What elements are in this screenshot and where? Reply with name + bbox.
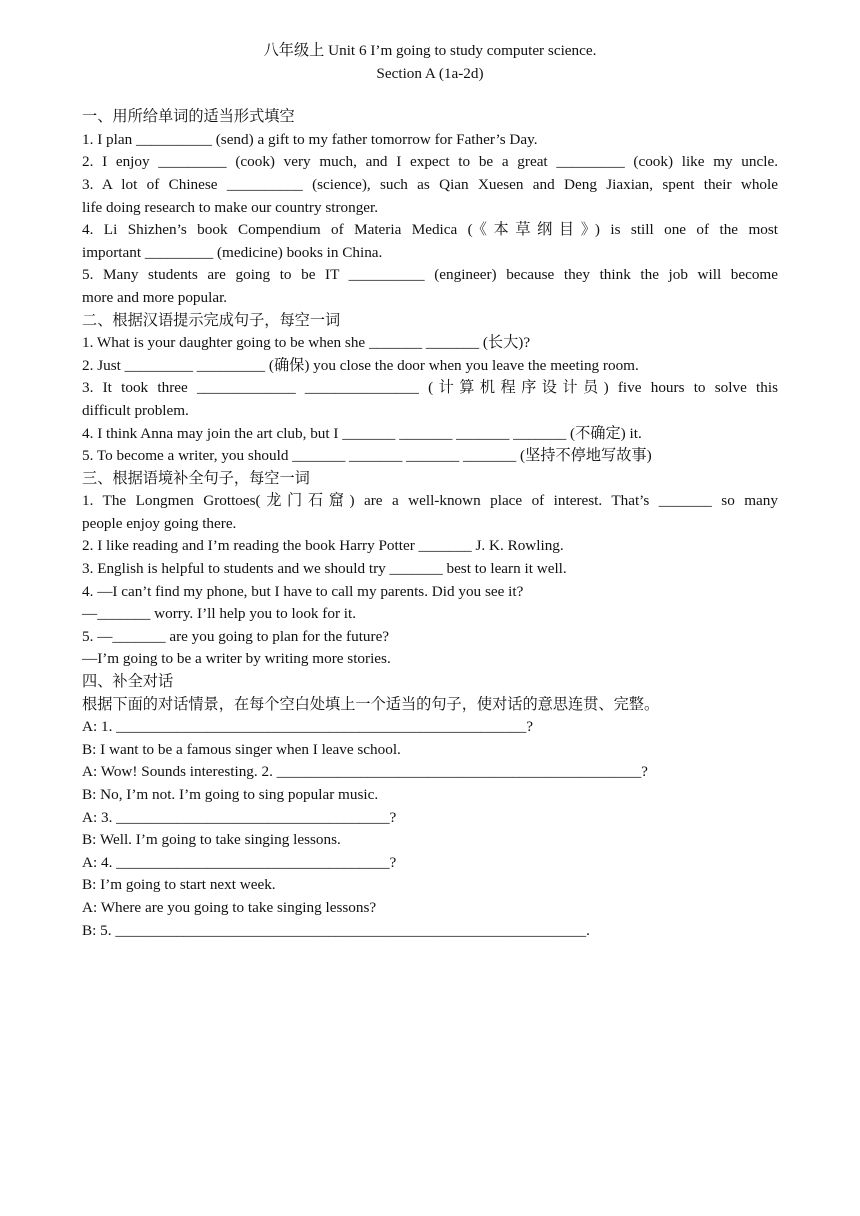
question-line: 4. Li Shizhen’s book Compendium of Materia Medica (《本草纲目》) is still one of the most	[82, 221, 778, 239]
question-line: 1. I plan __________ (send) a gift to my father tomorrow for Father’s Day.	[82, 130, 538, 148]
question-line: 3. A lot of Chinese __________ (science), such as Qian Xuesen and Deng Jiaxian, spent their whole	[82, 175, 778, 193]
question-line: people enjoy going there.	[82, 514, 237, 532]
question-line: —I’m going to be a writer by writing more stories.	[82, 650, 391, 668]
question-line: A: Wow! Sounds interesting. 2. ________________________________________________?	[82, 763, 648, 781]
question-line: more and more popular.	[82, 288, 228, 306]
question-line: important _________ (medicine) books in China.	[82, 243, 383, 261]
question-line: life doing research to make our country stronger.	[82, 198, 379, 216]
worksheet-subtitle: Section A (1a-2d)	[376, 64, 484, 82]
question-line: 根据下面的对话情景，在每个空白处填上一个适当的句子，使对话的意思连贯、完整。	[82, 695, 660, 713]
question-line: difficult problem.	[82, 401, 189, 419]
section-heading: 四、补全对话	[82, 673, 174, 691]
question-line: 1. The Longmen Grottoes(龙门石窟) are a well-known place of interest. That’s _______ so many	[82, 492, 778, 510]
question-line: 4. I think Anna may join the art club, but I _______ _______ _______ _______ (不确定) it.	[82, 424, 642, 442]
question-line: 3. English is helpful to students and we should try _______ best to learn it well.	[82, 560, 567, 578]
question-line: B: I want to be a famous singer when I leave school.	[82, 740, 401, 758]
question-line: 1. What is your daughter going to be when she _______ _______ (长大)?	[82, 334, 531, 352]
exercise-section	[82, 671, 778, 942]
question-line: 2. I enjoy _________ (cook) very much, and I expect to be a great _________ (cook) like my uncle.	[82, 153, 778, 171]
question-line: B: 5. ______________________________________________________________.	[82, 921, 590, 939]
section-heading: 二、根据汉语提示完成句子，每空一词	[82, 311, 341, 329]
exercise-section	[82, 106, 778, 309]
question-line: 5. —_______ are you going to plan for the future?	[82, 627, 390, 645]
question-line: A: 3. ____________________________________?	[82, 808, 397, 826]
question-line: B: I’m going to start next week.	[82, 876, 276, 894]
section-heading: 三、根据语境补全句子，每空一词	[82, 469, 310, 487]
question-line: A: Where are you going to take singing lessons?	[82, 898, 377, 916]
question-line: 5. To become a writer, you should _______ _______ _______ _______ (坚持不停地写故事)	[82, 447, 652, 465]
worksheet-page	[82, 40, 778, 942]
question-line: 3. It took three _____________ _______________ (计算机程序设计员) five hours to solve this	[82, 379, 778, 397]
question-line: B: Well. I’m going to take singing lessons.	[82, 831, 341, 849]
section-heading: 一、用所给单词的适当形式填空	[82, 108, 295, 126]
question-line: —_______ worry. I’ll help you to look for it.	[82, 605, 357, 623]
spacer	[82, 85, 778, 106]
question-line: 2. I like reading and I’m reading the book Harry Potter _______ J. K. Rowling.	[82, 537, 564, 555]
worksheet-title: 八年级上 Unit 6 I’m going to study computer science.	[263, 42, 597, 59]
question-line: 4. —I can’t find my phone, but I have to call my parents. Did you see it?	[82, 582, 524, 600]
exercise-sections	[82, 106, 778, 942]
exercise-section	[82, 468, 778, 671]
question-line: 2. Just _________ _________ (确保) you close the door when you leave the meeting room.	[82, 356, 639, 374]
question-line: A: 1. ______________________________________________________?	[82, 718, 533, 736]
question-line: B: No, I’m not. I’m going to sing popular music.	[82, 786, 379, 803]
question-line: A: 4. ____________________________________?	[82, 853, 397, 871]
exercise-section	[82, 310, 778, 468]
question-line: 5. Many students are going to be IT __________ (engineer) because they think the job will become	[82, 266, 778, 284]
